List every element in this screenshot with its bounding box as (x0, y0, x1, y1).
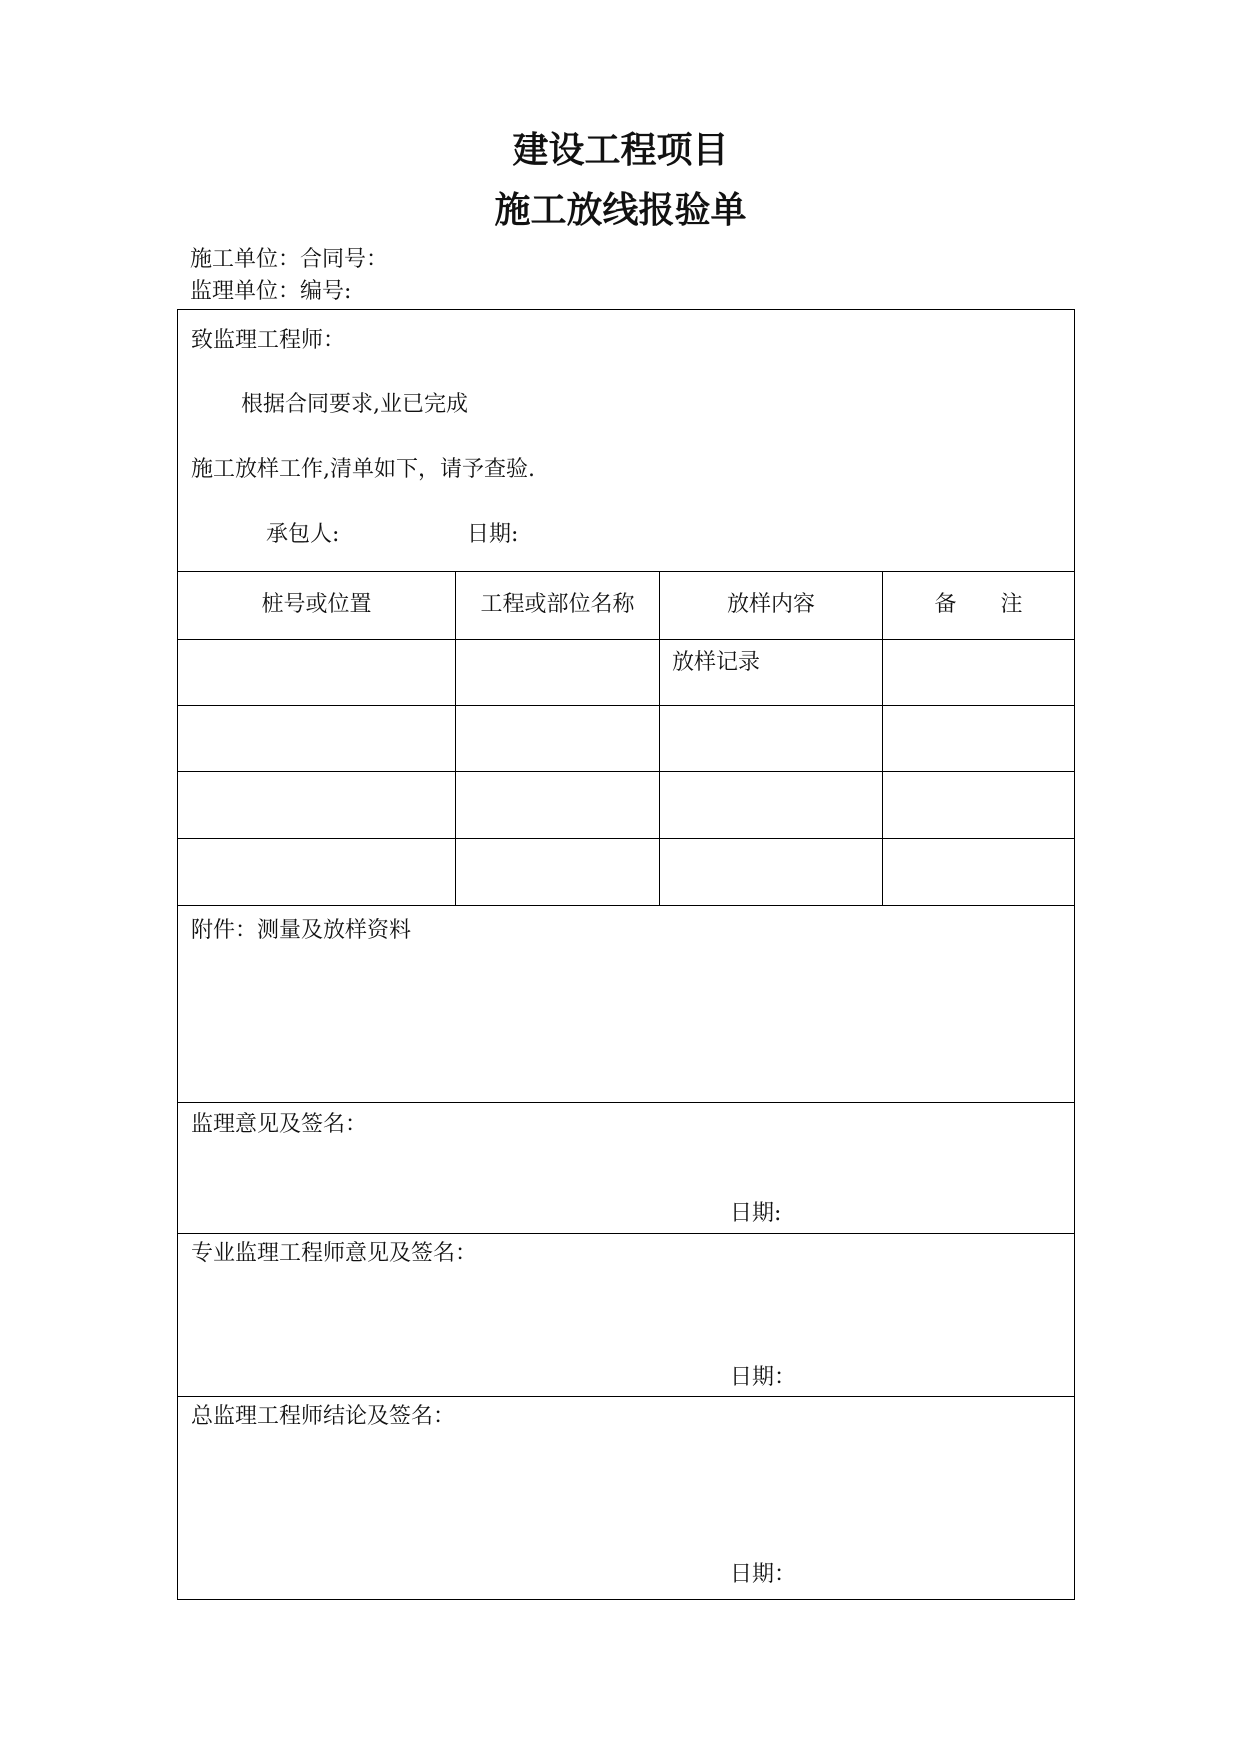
intro-text-line1: 根据合同要求,业已完成 (241, 392, 468, 417)
table-row-divider (178, 838, 1074, 839)
header-remarks: 备 注 (934, 592, 1023, 617)
attachments-section (178, 906, 1074, 1103)
supervision-unit-number-line: 监理单位：编号: (190, 279, 352, 304)
document-title: 建设工程项目 (512, 129, 729, 171)
contractor-label: 承包人: (266, 522, 340, 547)
attachments-label: 附件：测量及放样资料 (191, 918, 412, 943)
table-row-divider (178, 771, 1074, 772)
supervision-date-label: 日期: (730, 1201, 782, 1226)
report-form (177, 309, 1075, 1600)
specialist-date-label: 日期： (730, 1365, 797, 1390)
header-stake-position: 桩号或位置 (261, 592, 372, 617)
intro-date-label: 日期: (467, 522, 519, 547)
table-header-divider (178, 639, 1074, 640)
document-subtitle: 施工放线报验单 (494, 189, 747, 231)
specialist-opinion-section (178, 1234, 1074, 1397)
layout-table (178, 572, 1074, 906)
supervision-opinion-section (178, 1103, 1074, 1234)
specialist-opinion-label: 专业监理工程师意见及签名： (191, 1241, 478, 1266)
table-col-divider (882, 572, 883, 905)
table-row-divider (178, 705, 1074, 706)
chief-conclusion-label: 总监理工程师结论及签名： (191, 1404, 456, 1429)
intro-section (178, 310, 1074, 572)
table-col-divider (455, 572, 456, 905)
header-layout-content: 放样内容 (726, 592, 815, 617)
header-project-part-name: 工程或部位名称 (480, 592, 635, 617)
table-col-divider (659, 572, 660, 905)
supervision-opinion-label: 监理意见及签名： (191, 1112, 368, 1137)
construction-unit-contract-line: 施工单位：合同号： (190, 247, 389, 272)
intro-text-line2: 施工放样工作,清单如下，请予查验. (191, 457, 535, 482)
layout-record-cell: 放样记录 (672, 650, 761, 675)
addressee-label: 致监理工程师： (191, 328, 346, 353)
chief-date-label: 日期： (730, 1562, 797, 1587)
chief-conclusion-section (178, 1397, 1074, 1599)
